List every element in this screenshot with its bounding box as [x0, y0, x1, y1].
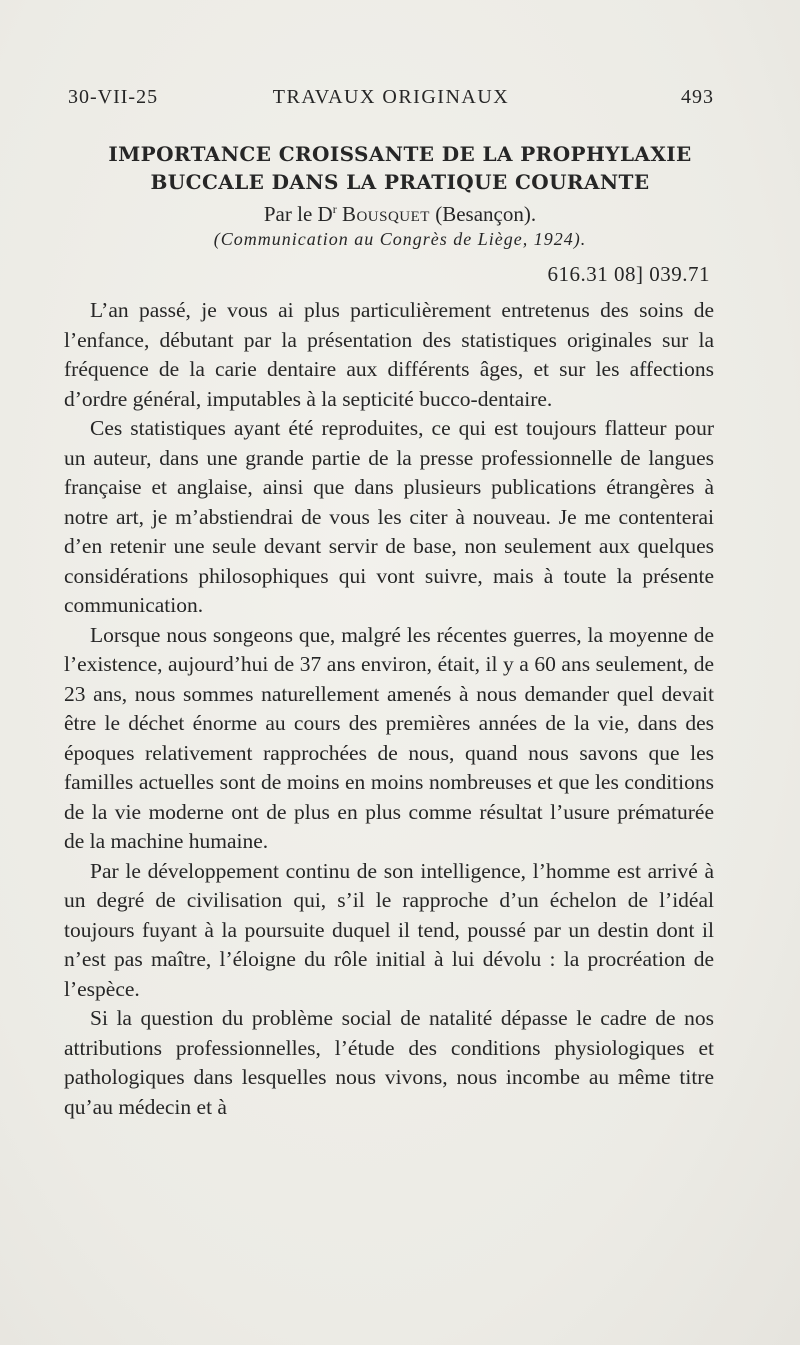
article-title-line-1: IMPORTANCE CROISSANTE DE LA PROPHYLAXIE: [108, 142, 692, 166]
byline: [40, 196, 760, 227]
article-body: [64, 296, 714, 1122]
section-title: TRAVAUX ORIGINAUX: [272, 86, 510, 108]
classification-code: 616.31 08] 039.71: [547, 262, 710, 286]
byline-prefix: Par le D: [263, 202, 333, 226]
paragraph: Si la question du problème social de natalité dépasse le cadre de nos attributions professionnelles, l’étude des conditions physiologiques et pathologiques dans lesquelles nous vivons, nous incombe au même titre qu’au médecin et à: [64, 1006, 714, 1119]
page-number: 493: [681, 86, 714, 108]
paragraph: Lorsque nous songeons que, malgré les récentes guerres, la moyenne de l’existence, aujourd’hui de 37 ans environ, était, il y a 60 ans seulement, de 23 ans, nous sommes naturellement amenés à nous demander quel devait être le déchet énorme au cours des premières années de la vie, dans des époques relativement rapprochées de nous, quand nous savons que les familles actuelles sont de moins en moins nombreuses et que les conditions de la vie moderne ont de plus en plus comme résultat l’usure prématurée de la machine humaine.: [64, 622, 714, 853]
paragraph: Ces statistiques ayant été reproduites, ce qui est toujours flatteur pour un auteur, dans une grande partie de la presse professionnelle de langues française et anglaise, ainsi que dans plusieurs publications étrangères à notre art, je m’abstiendrai de vous les citer à nouveau. Je me contenterai d’en retenir une seule devant servir de base, non seulement aux quelques considérations philosophiques qui vont suivre, mais à toute la présente communication.: [64, 416, 714, 617]
author-affiliation: (Besançon).: [435, 202, 537, 226]
paragraph: Par le développement continu de son intelligence, l’homme est arrivé à un degré de civilisation qui, s’il le rapproche d’un échelon de l’idéal toujours fuyant à la poursuite duquel il tend, poussé par un destin dont il n’est pas maître, l’éloigne du rôle initial à lui dévolu : la procréation de l’espèce.: [64, 858, 714, 1001]
communication-note: (Communication au Congrès de Liège, 1924).: [213, 229, 587, 249]
article-title: [40, 140, 760, 196]
issue-date: 30-VII-25: [68, 86, 159, 108]
running-header: [68, 86, 714, 116]
article-title-line-2: BUCCALE DANS LA PRATIQUE COURANTE: [150, 170, 650, 194]
author-name: Bousquet: [341, 202, 430, 226]
paragraph: L’an passé, je vous ai plus particulièrement entretenus des soins de l’enfance, débutant par la présentation des statistiques originales sur la fréquence de la carie dentaire aux différents âges, et sur les affections d’ordre général, imputables à la septicité bucco-dentaire.: [64, 298, 714, 411]
byline-superscript: r: [332, 202, 337, 216]
